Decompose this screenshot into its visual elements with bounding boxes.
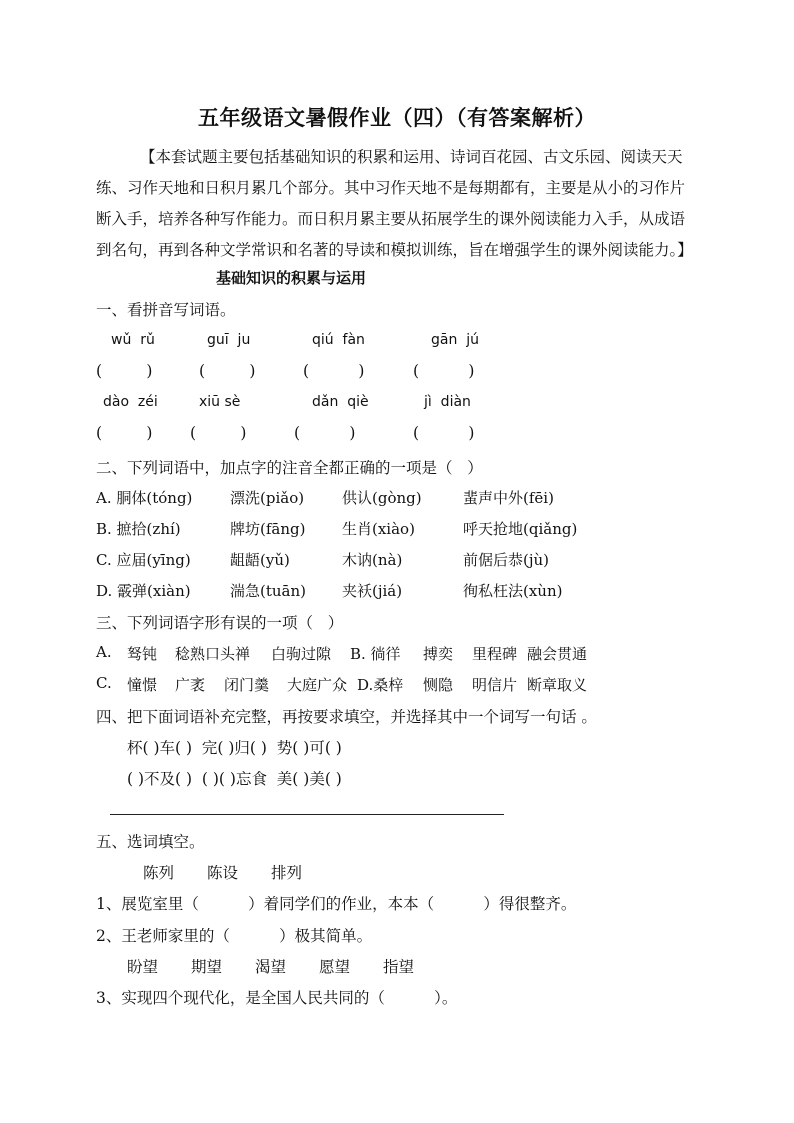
option-word: 大庭广众 [287, 676, 348, 694]
answer-blank[interactable]: ( ) [303, 362, 365, 380]
answer-blank[interactable]: ( ) [96, 424, 153, 442]
pinyin: dǎn qiè [312, 394, 369, 410]
option-text: 供认(gòng) [342, 489, 422, 507]
q3-title: 三、下列词语字形有误的一项（ ） [96, 614, 344, 632]
option-text: 湍急(tuān) [230, 582, 306, 600]
option-text: 漂洗(piǎo) [230, 489, 305, 507]
sentence-answer-line[interactable] [110, 814, 504, 815]
pinyin: qiú fàn [312, 332, 365, 348]
option-text: 木讷(nà) [342, 551, 403, 569]
answer-blank[interactable]: ( ) [413, 424, 475, 442]
option-text: C. 应届(yīng) [96, 551, 191, 569]
answer-blank[interactable]: ( ) [190, 424, 247, 442]
fill-sentence[interactable]: 2、王老师家里的（ ）极其简单。 [96, 927, 373, 945]
option-word: 驽钝 [127, 645, 158, 663]
intro-line: 【本套试题主要包括基础知识的积累和运用、诗词百花园、古文乐园、阅读天天 [140, 148, 683, 166]
pinyin: wǔ rǔ [111, 332, 155, 348]
q1-title: 一、看拼音写词语。 [96, 301, 236, 319]
option-word: 憧憬 [127, 676, 158, 694]
word-choice: 陈设 [207, 864, 239, 882]
fill-sentence[interactable]: 1、展览室里（ ）着同学们的作业，本本（ ）得很整齐。 [96, 895, 577, 913]
answer-blank[interactable]: ( ) [294, 424, 356, 442]
word-choice: 期望 [191, 958, 223, 976]
pinyin: jì diàn [424, 394, 471, 410]
option-label: C. [96, 674, 112, 692]
word-choice: 指望 [383, 958, 415, 976]
option-word: 融会贯通 [527, 645, 588, 663]
word-choice: 渴望 [255, 958, 287, 976]
option-word: 白驹过隙 [271, 645, 332, 663]
word-choice: 陈列 [143, 864, 175, 882]
intro-line: 练、习作天地和日积月累几个部分。其中习作天地不是每期都有，主要是从小的习作片 [96, 179, 686, 197]
option-text: 徇私枉法(xùn) [463, 582, 563, 600]
option-text: 前倨后恭(jù) [463, 551, 550, 569]
option-word: 断章取义 [527, 676, 588, 694]
section-heading: 基础知识的积累与运用 [216, 269, 367, 287]
option-word: 稔熟口头禅 [175, 645, 251, 663]
pinyin: guī ju [207, 332, 251, 348]
option-word: 明信片 [472, 676, 518, 694]
word-choice: 愿望 [319, 958, 351, 976]
word-choice: 盼望 [127, 958, 159, 976]
option-text: B. 摭拾(zhí) [96, 520, 181, 538]
option-text: 呼天抢地(qiǎng) [463, 520, 578, 538]
option-label: A. [96, 643, 112, 661]
option-text: 夹袄(jiá) [342, 582, 403, 600]
option-word: 闭门羹 [224, 676, 270, 694]
answer-blank[interactable]: ( ) [413, 362, 475, 380]
option-text: 龃龉(yǔ) [230, 551, 290, 569]
pinyin: gān jú [431, 332, 480, 348]
page-title: 五年级语文暑假作业（四）（有答案解析） [198, 105, 596, 130]
q2-title: 二、下列词语中，加点字的注音全都正确的一项是（ ） [96, 459, 483, 477]
fill-idiom-line[interactable]: ( )不及( ) ( )( )忘食 美( )美( ) [127, 770, 342, 788]
option-word: 搏奕 [423, 645, 454, 663]
q5-title: 五、选词填空。 [96, 833, 205, 851]
option-word: D.桑梓 [357, 676, 404, 694]
option-word: 广袤 [175, 676, 206, 694]
answer-blank[interactable]: ( ) [96, 362, 153, 380]
option-word: B. 徜徉 [350, 645, 401, 663]
intro-line: 断入手，培养各种写作能力。而日积月累主要从拓展学生的课外阅读能力入手，从成语 [96, 210, 686, 228]
option-text: A. 胴体(tóng) [96, 489, 193, 507]
fill-idiom-line[interactable]: 杯( )车( ) 完( )归( ) 势( )可( ) [127, 739, 342, 757]
pinyin: dào zéi [103, 394, 158, 410]
option-word: 恻隐 [423, 676, 454, 694]
option-text: 蜚声中外(fēi) [463, 489, 554, 507]
word-choice: 排列 [271, 864, 303, 882]
option-text: 生肖(xiào) [342, 520, 415, 538]
intro-line: 到名句，再到各种文学常识和名著的导读和模拟训练，旨在增强学生的课外阅读能力。】 [96, 241, 693, 259]
option-text: 牌坊(fāng) [230, 520, 306, 538]
fill-sentence[interactable]: 3、实现四个现代化，是全国人民共同的（ ）。 [96, 989, 458, 1007]
answer-blank[interactable]: ( ) [199, 362, 256, 380]
pinyin: xiū sè [199, 394, 241, 410]
q4-title: 四、把下面词语补充完整，再按要求填空，并选择其中一个词写一句话 。 [96, 708, 597, 726]
option-word: 里程碑 [472, 645, 518, 663]
option-text: D. 霰弹(xiàn) [96, 582, 191, 600]
